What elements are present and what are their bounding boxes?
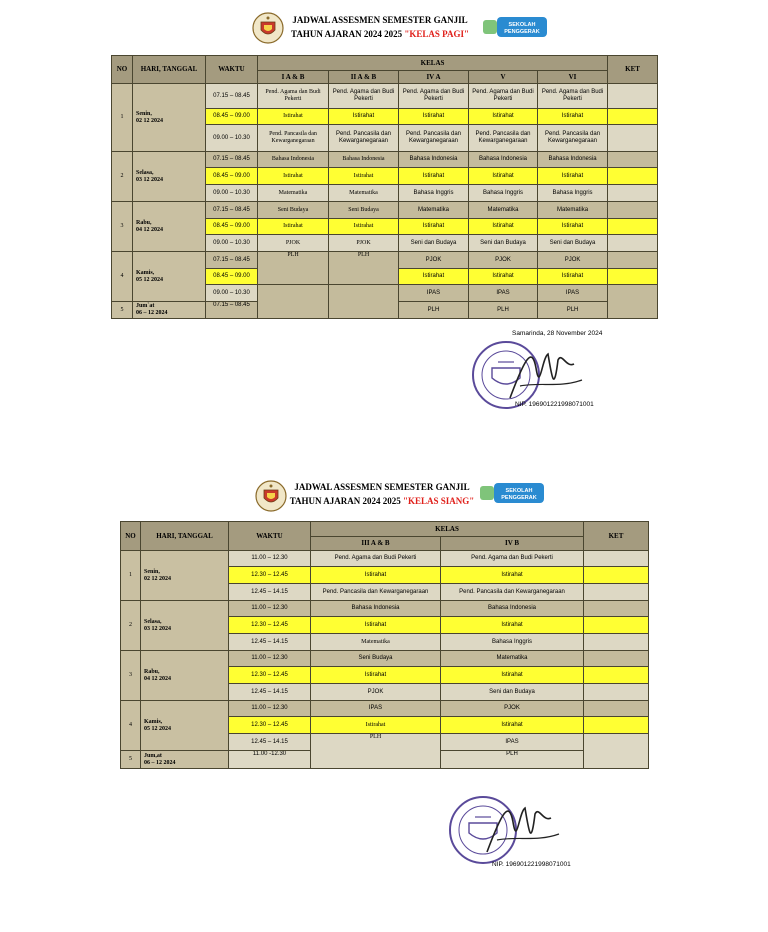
time-cell: 08.45 – 09.00 xyxy=(206,168,258,185)
subject-cell: PJOK xyxy=(258,235,329,252)
subject-cell: Pend. Pancasila dan Kewarganegaraan xyxy=(311,584,441,601)
subject-cell: Matematika xyxy=(311,634,441,651)
ket-cell xyxy=(584,651,649,667)
subject-cell: Istirahat xyxy=(538,219,608,235)
svg-text:SEKOLAH: SEKOLAH xyxy=(505,488,533,494)
class-header: I A & B xyxy=(258,71,329,84)
subject-cell: Bahasa Indonesia xyxy=(329,152,399,168)
table-row xyxy=(112,84,658,109)
school-logo-icon xyxy=(255,480,287,512)
time-cell: 07.15 – 08.45 xyxy=(206,252,258,269)
day-number: 5 xyxy=(121,751,141,769)
ket-cell xyxy=(584,601,649,617)
subject-cell: Istirahat xyxy=(311,667,441,684)
ket-cell xyxy=(608,84,658,109)
subject-cell: PLH xyxy=(399,302,469,319)
ket-cell xyxy=(608,185,658,202)
subject-cell: PJOK xyxy=(329,235,399,252)
header-time: WAKTU xyxy=(229,522,311,551)
subject-cell: Istirahat xyxy=(469,219,538,235)
day-number: 4 xyxy=(112,252,133,302)
subject-cell: Bahasa Inggris xyxy=(469,185,538,202)
subject-cell: Istirahat xyxy=(329,219,399,235)
ket-cell xyxy=(608,235,658,252)
subject-cell: Seni Budaya xyxy=(329,202,399,219)
ket-cell xyxy=(584,617,649,634)
subject-cell: Pend. Pancasila dan Kewarganegaraan xyxy=(441,584,584,601)
siang-title-line1: JADWAL ASSESMEN SEMESTER GANJIL xyxy=(294,482,470,492)
subject-cell: PLH xyxy=(258,252,329,285)
subject-cell: PLH xyxy=(329,252,399,285)
school-logo-icon xyxy=(252,12,284,44)
ket-cell xyxy=(584,551,649,567)
ket-cell xyxy=(584,684,649,701)
time-cell: 09.00 – 10.30 xyxy=(206,235,258,252)
subject-cell: Seni dan Budaya xyxy=(399,235,469,252)
ket-cell xyxy=(608,269,658,285)
svg-text:SEKOLAH: SEKOLAH xyxy=(508,22,536,28)
subject-cell: Seni Budaya xyxy=(311,651,441,667)
subject-cell: Istirahat xyxy=(538,168,608,185)
time-cell: 08.45 – 09.00 xyxy=(206,109,258,125)
class-header: VI xyxy=(538,71,608,84)
time-cell: 07.15 – 08.45 xyxy=(206,202,258,219)
subject-cell: IPAS xyxy=(441,734,584,751)
sign-place-date: Samarinda, 28 November 2024 xyxy=(512,330,603,337)
subject-cell: IPAS xyxy=(538,285,608,302)
subject-cell: Istirahat xyxy=(258,168,329,185)
time-cell: 11.00 – 12.30 xyxy=(229,651,311,667)
time-cell: 11.00 -12.30 xyxy=(229,751,311,769)
subject-cell: Istirahat xyxy=(441,617,584,634)
class-header: V xyxy=(469,71,538,84)
subject-cell: Istirahat xyxy=(469,168,538,185)
subject-cell: Istirahat xyxy=(258,219,329,235)
subject-cell: Istirahat xyxy=(311,567,441,584)
svg-text:PENGGERAK: PENGGERAK xyxy=(504,29,540,35)
subject-cell: Pend. Pancasila dan Kewarganegaraan xyxy=(399,125,469,152)
table-row xyxy=(121,651,649,667)
subject-cell: Istirahat xyxy=(329,168,399,185)
class-header: II A & B xyxy=(329,71,399,84)
sekolah-penggerak-badge xyxy=(480,482,546,504)
subject-cell: Istirahat xyxy=(329,109,399,125)
subject-cell: Istirahat xyxy=(441,567,584,584)
time-cell: 12.30 – 12.45 xyxy=(229,567,311,584)
subject-cell: Seni dan Budaya xyxy=(538,235,608,252)
siang-title-highlight: "KELAS SIANG" xyxy=(403,496,475,506)
day-cell: Selasa, 03 12 2024 xyxy=(141,601,229,651)
subject-cell: Pend. Pancasila dan Kewarganegaraan xyxy=(329,125,399,152)
subject-cell: Pend. Agama dan Budi Pekerti xyxy=(538,84,608,109)
day-number: 2 xyxy=(112,152,133,202)
day-cell: Senin, 02 12 2024 xyxy=(133,84,206,152)
subject-cell: Matematika xyxy=(469,202,538,219)
subject-cell: Istirahat xyxy=(441,717,584,734)
subject-cell: Matematika xyxy=(258,185,329,202)
subject-cell: IPAS xyxy=(469,285,538,302)
time-cell: 11.00 – 12.30 xyxy=(229,601,311,617)
day-cell: Selasa, 03 12 2024 xyxy=(133,152,206,202)
day-cell: Rabu, 04 12 2024 xyxy=(133,202,206,252)
time-cell: 07.15 – 08.45 xyxy=(206,84,258,109)
table-row xyxy=(112,252,658,269)
table-row xyxy=(112,202,658,219)
subject-cell: Bahasa Inggris xyxy=(441,634,584,651)
subject-cell: Istirahat xyxy=(399,168,469,185)
day-cell: Senin, 02 12 2024 xyxy=(141,551,229,601)
subject-cell: Bahasa Inggris xyxy=(538,185,608,202)
subject-cell: Pend. Pancasila dan Kewarganegaraan xyxy=(469,125,538,152)
table-row xyxy=(112,152,658,168)
ket-cell xyxy=(608,168,658,185)
time-cell: 12.30 – 12.45 xyxy=(229,717,311,734)
day-cell: Kamis, 05 12 2024 xyxy=(133,252,206,302)
subject-cell: Bahasa Indonesia xyxy=(469,152,538,168)
class-header: III A & B xyxy=(311,537,441,551)
time-cell: 08.45 – 09.00 xyxy=(206,269,258,285)
class-header: IV A xyxy=(399,71,469,84)
ket-cell xyxy=(608,285,658,319)
svg-text:PENGGERAK: PENGGERAK xyxy=(501,495,537,501)
nip-number: NIP. 196901221998071001 xyxy=(492,861,571,868)
subject-cell: Istirahat xyxy=(399,219,469,235)
subject-cell xyxy=(258,285,329,319)
time-cell: 07.15 – 08.45 xyxy=(206,302,258,319)
subject-cell: Istirahat xyxy=(311,717,441,734)
subject-cell: Matematika xyxy=(441,651,584,667)
class-header: IV B xyxy=(441,537,584,551)
subject-cell: PJOK xyxy=(441,701,584,717)
time-cell: 12.45 – 14.15 xyxy=(229,684,311,701)
time-cell: 08.45 – 09.00 xyxy=(206,219,258,235)
subject-cell: Seni dan Budaya xyxy=(469,235,538,252)
day-number: 4 xyxy=(121,701,141,751)
subject-cell: Pend. Agama dan Budi Pekerti xyxy=(399,84,469,109)
subject-cell: PLH xyxy=(469,302,538,319)
subject-cell: Istirahat xyxy=(469,109,538,125)
ket-cell xyxy=(608,219,658,235)
subject-cell: PJOK xyxy=(399,252,469,269)
subject-cell: Istirahat xyxy=(311,617,441,634)
time-cell: 09.00 – 10.30 xyxy=(206,125,258,152)
day-number: 5 xyxy=(112,302,133,319)
subject-cell: Bahasa Indonesia xyxy=(441,601,584,617)
subject-cell: IPAS xyxy=(311,701,441,717)
subject-cell: Istirahat xyxy=(399,269,469,285)
subject-cell: Istirahat xyxy=(399,109,469,125)
subject-cell: Bahasa Inggris xyxy=(399,185,469,202)
ket-cell xyxy=(584,667,649,684)
subject-cell: Matematika xyxy=(329,185,399,202)
time-cell: 12.30 – 12.45 xyxy=(229,667,311,684)
header-time: WAKTU xyxy=(206,56,258,84)
ket-cell xyxy=(584,634,649,651)
table-row xyxy=(121,551,649,567)
subject-cell: Istirahat xyxy=(441,667,584,684)
time-cell: 12.30 – 12.45 xyxy=(229,617,311,634)
pagi-title-line1: JADWAL ASSESMEN SEMESTER GANJIL xyxy=(292,15,468,25)
subject-cell: PLH xyxy=(441,751,584,769)
subject-cell: PJOK xyxy=(311,684,441,701)
ket-cell xyxy=(584,567,649,584)
header-kelas: KELAS xyxy=(311,522,584,537)
subject-cell: Pend. Pancasila dan Kewarganegaraan xyxy=(258,125,329,152)
pagi-title-line2: TAHUN AJARAN 2024 2025 "KELAS PAGI" xyxy=(291,29,469,39)
ket-cell xyxy=(584,701,649,717)
header-no: NO xyxy=(121,522,141,551)
siang-title-line2: TAHUN AJARAN 2024 2025 "KELAS SIANG" xyxy=(289,496,475,506)
day-number: 3 xyxy=(121,651,141,701)
ket-cell xyxy=(584,584,649,601)
subject-cell: Pend. Agama dan Budi Pekerti xyxy=(441,551,584,567)
day-cell: Jum`at 06 – 12 2024 xyxy=(133,302,206,319)
time-cell: 07.15 – 08.45 xyxy=(206,152,258,168)
subject-cell: IPAS xyxy=(399,285,469,302)
pagi-schedule-table xyxy=(111,55,658,319)
time-cell: 12.45 – 14.15 xyxy=(229,734,311,751)
time-cell: 11.00 – 12.30 xyxy=(229,551,311,567)
subject-cell: Istirahat xyxy=(469,269,538,285)
day-cell: Rabu, 04 12 2024 xyxy=(141,651,229,701)
sekolah-penggerak-badge xyxy=(483,16,549,38)
ket-cell xyxy=(608,109,658,125)
subject-cell: Bahasa Indonesia xyxy=(399,152,469,168)
header-day: HARI, TANGGAL xyxy=(133,56,206,84)
subject-cell: Matematika xyxy=(399,202,469,219)
day-cell: Kamis, 05 12 2024 xyxy=(141,701,229,751)
day-number: 2 xyxy=(121,601,141,651)
day-number: 1 xyxy=(112,84,133,152)
subject-cell xyxy=(329,285,399,319)
subject-cell: PLH xyxy=(538,302,608,319)
time-cell: 11.00 – 12.30 xyxy=(229,701,311,717)
subject-cell: Bahasa Indonesia xyxy=(258,152,329,168)
ket-cell xyxy=(608,202,658,219)
nip-number: NIP. 196901221998071001 xyxy=(515,401,594,408)
table-row xyxy=(121,701,649,717)
ket-cell xyxy=(584,734,649,769)
header-day: HARI, TANGGAL xyxy=(141,522,229,551)
ket-cell xyxy=(608,252,658,269)
table-row xyxy=(121,601,649,617)
siang-schedule-table xyxy=(120,521,649,769)
day-number: 3 xyxy=(112,202,133,252)
subject-cell: Bahasa Indonesia xyxy=(538,152,608,168)
subject-cell: Istirahat xyxy=(538,269,608,285)
subject-cell: Bahasa Indonesia xyxy=(311,601,441,617)
subject-cell: Istirahat xyxy=(538,109,608,125)
time-cell: 09.00 – 10.30 xyxy=(206,285,258,302)
day-cell: Jum,at 06 – 12 2024 xyxy=(141,751,229,769)
ket-cell xyxy=(608,125,658,152)
pagi-title-highlight: "KELAS PAGI" xyxy=(404,29,469,39)
subject-cell: Istirahat xyxy=(258,109,329,125)
subject-cell: Seni Budaya xyxy=(258,202,329,219)
ket-cell xyxy=(584,717,649,734)
official-stamp-icon xyxy=(445,790,565,868)
header-kelas: KELAS xyxy=(258,56,608,71)
subject-cell: Matematika xyxy=(538,202,608,219)
ket-cell xyxy=(608,152,658,168)
subject-cell: Pend. Agama dan Budi Pekerti xyxy=(329,84,399,109)
day-number: 1 xyxy=(121,551,141,601)
header-no: NO xyxy=(112,56,133,84)
subject-cell: Seni dan Budaya xyxy=(441,684,584,701)
subject-cell: PJOK xyxy=(538,252,608,269)
header-ket: KET xyxy=(584,522,649,551)
subject-cell: Pend. Agama dan Budi Pekerti xyxy=(258,84,329,109)
subject-cell: PJOK xyxy=(469,252,538,269)
subject-cell: PLH xyxy=(311,734,441,769)
header-ket: KET xyxy=(608,56,658,84)
subject-cell: Pend. Pancasila dan Kewarganegaraan xyxy=(538,125,608,152)
time-cell: 12.45 – 14.15 xyxy=(229,634,311,651)
time-cell: 12.45 – 14.15 xyxy=(229,584,311,601)
subject-cell: Pend. Agama dan Budi Pekerti xyxy=(311,551,441,567)
time-cell: 09.00 – 10.30 xyxy=(206,185,258,202)
subject-cell: Pend. Agama dan Budi Pekerti xyxy=(469,84,538,109)
